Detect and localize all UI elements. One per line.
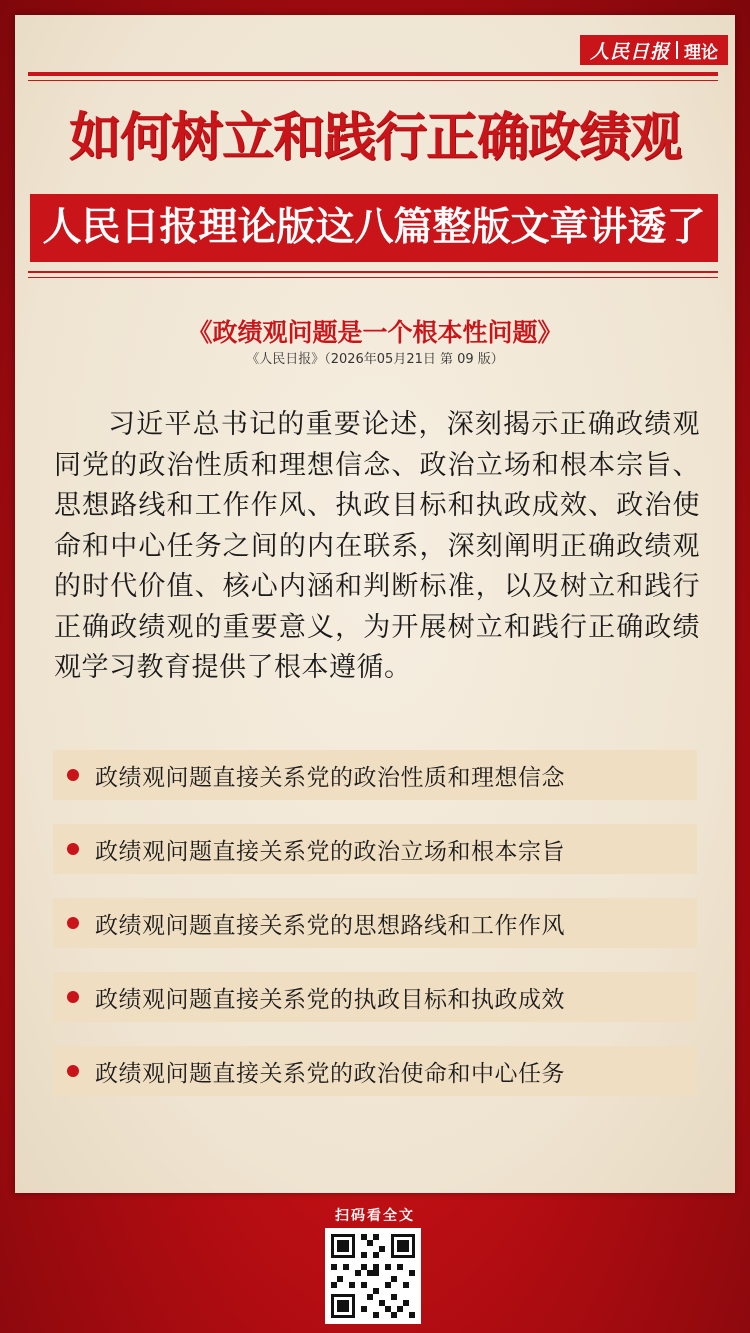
- logo-divider: [676, 41, 678, 59]
- key-point-item: [53, 750, 697, 800]
- main-title: 如何树立和践行正确政绩观: [68, 107, 681, 168]
- article-title: 《政绩观问题是一个根本性问题》: [187, 318, 563, 347]
- top-rule-thick: [28, 72, 718, 76]
- subtitle-banner: 人民日报理论版这八篇整版文章讲透了: [30, 194, 718, 262]
- bullet-dot-icon: [67, 769, 79, 781]
- bullet-dot-icon: [67, 917, 79, 929]
- key-point-text: 政绩观问题直接关系党的执政目标和执政成效: [95, 986, 565, 1013]
- key-point-text: 政绩观问题直接关系党的政治使命和中心任务: [95, 1060, 565, 1087]
- bullet-dot-icon: [67, 843, 79, 855]
- logo-brand: 人民日报: [589, 40, 670, 63]
- logo-sub: 理论: [684, 42, 718, 63]
- key-points-list: [53, 750, 697, 1120]
- article-source: 《人民日报》（2026年05月21日 第 09 版）: [246, 352, 504, 367]
- key-point-text: 政绩观问题直接关系党的思想路线和工作作风: [95, 912, 565, 939]
- scan-label: 扫码看全文: [335, 1208, 415, 1224]
- bottom-rule-thick: [28, 271, 718, 273]
- key-point-item: [53, 972, 697, 1022]
- bullet-dot-icon: [67, 991, 79, 1003]
- key-point-item: [53, 1046, 697, 1096]
- key-point-item: [53, 824, 697, 874]
- bullet-dot-icon: [67, 1065, 79, 1077]
- article-body: 习近平总书记的重要论述，深刻揭示正确政绩观同党的政治性质和理想信念、政治立场和根本宗旨、思想路线和工作作风、执政目标和执政成效、政治使命和中心任务之间的内在联系，深刻阐明正确政绩观的时代价值、核心内涵和判断标准，以及树立和践行正确政绩观的重要意义，为开展树立和践行正确政绩观学习教育提供了根本遵循。: [54, 409, 700, 683]
- bottom-rule-thin: [28, 277, 718, 278]
- key-point-item: [53, 898, 697, 948]
- people-daily-theory-logo: [580, 35, 728, 65]
- key-point-text: 政绩观问题直接关系党的政治性质和理想信念: [95, 764, 565, 791]
- qr-code-icon[interactable]: [325, 1228, 421, 1324]
- top-rule-thin: [28, 80, 718, 81]
- key-point-text: 政绩观问题直接关系党的政治立场和根本宗旨: [95, 838, 565, 865]
